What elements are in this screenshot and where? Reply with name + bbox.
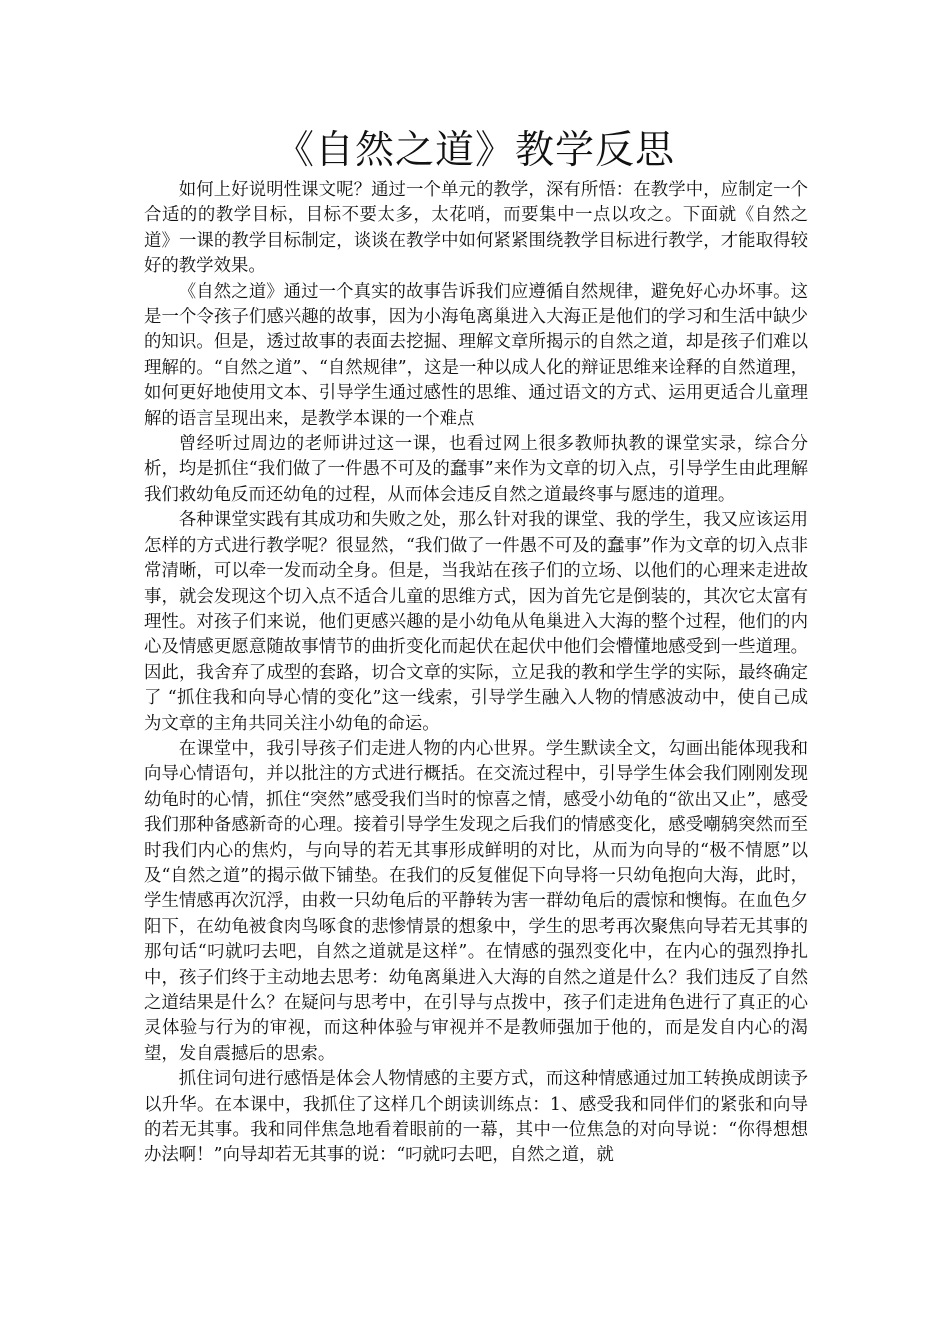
paragraph-intro: 如何上好说明性课文呢？通过一个单元的教学，深有所悟：在教学中，应制定一个合适的的教学目标，目标不要太多，太花哨，而要集中一点以攻之。下面就《自然之道》一课的教学目标制定，谈谈在教学中如何紧紧围绕教学目标进行教学，才能取得较好的教学效果。 bbox=[144, 180, 808, 277]
paragraph-observation: 曾经听过周边的老师讲过这一课，也看过网上很多教师执教的课堂实录，综合分析，均是抓住“我们做了一件愚不可及的蠢事”来作为文章的切入点，引导学生由此理解我们救幼龟反而还幼龟的过程，从而体会违反自然之道最终事与愿违的道理。 bbox=[144, 434, 808, 505]
document-title: 《自然之道》教学反思 bbox=[274, 128, 675, 173]
paragraph-approach: 各种课堂实践有其成功和失败之处，那么针对我的课堂、我的学生，我又应该运用怎样的方式进行教学呢？很显然，“我们做了一件愚不可及的蠢事”作为文章的切入点非常清晰，可以牵一发而动全身。但是，当我站在孩子们的立场、以他们的心理来走进故事，就会发现这个切入点不适合儿童的思维方式，因为首先它是倒装的，其次它太富有理性。对孩子们来说，他们更感兴趣的是小幼龟从龟巢进入大海的整个过程，他们的内心及情感更愿意随故事情节的曲折变化而起伏在起伏中他们会懵懂地感受到一些道理。因此，我舍弃了成型的套路，切合文章的实际，立足我的教和学生学的实际，最终确定了 “抓住我和向导心情的变化”这一线索，引导学生融入人物的情感波动中，使自己成为文章的主角共同关注小幼龟的命运。 bbox=[144, 510, 808, 734]
paragraph-story-summary: 《自然之道》通过一个真实的故事告诉我们应遵循自然规律，避免好心办坏事。这是一个令孩子们感兴趣的故事，因为小海龟离巢进入大海正是他们的学习和生活中缺少的知识。但是，透过故事的表面去挖掘、理解文章所揭示的自然之道，却是孩子们难以理解的。“自然之道”、“自然规律”，这是一种以成人化的辩证思维来诠释的自然道理，如何更好地使用文本、引导学生通过感性的思维、通过语文的方式、运用更适合儿童理解的语言呈现出来，是教学本课的一个难点 bbox=[144, 281, 808, 429]
paragraph-classroom: 在课堂中，我引导孩子们走进人物的内心世界。学生默读全文，勾画出能体现我和向导心情语句，并以批注的方式进行概括。在交流过程中，引导学生体会我们刚刚发现幼龟时的心情，抓住“突然”感受我们当时的惊喜之情，感受小幼龟的“欲出又止”，感受我们那种备感新奇的心理。接着引导学生发现之后我们的情感变化，感受嘲鸫突然而至时我们内心的焦灼，与向导的若无其事形成鲜明的对比，从而为向导的“极不情愿”以及“自然之道”的揭示做下铺垫。在我们的反复催促下向导将一只幼龟抱向大海，此时，学生情感再次沉浮，由救一只幼龟后的平静转为害一群幼龟后的震惊和懊悔。在血色夕阳下，在幼龟被食肉鸟啄食的悲惨情景的想象中，学生的思考再次聚焦向导若无其事的那句话“叼就叼去吧，自然之道就是这样”。在情感的强烈变化中，在内心的强烈挣扎中，孩子们终于主动地去思考：幼龟离巢进入大海的自然之道是什么？我们违反了自然之道结果是什么？在疑问与思考中，在引导与点拨中，孩子们走进角色进行了真正的心灵体验与行为的审视，而这种体验与审视并不是教师强加于他的，而是发自内心的渴望，发自震撼后的思索。 bbox=[144, 738, 808, 1064]
document-body bbox=[144, 178, 808, 1169]
paragraph-reading-training: 抓住词句进行感悟是体会人物情感的主要方式，而这种情感通过加工转换成朗读予以升华。在本课中，我抓住了这样几个朗读训练点：1、感受我和同伴们的紧张和向导的若无其事。我和同伴焦急地看着眼前的一幕，其中一位焦急的对向导说：“你得想想办法啊！”向导却若无其事的说：“叼就叼去吧，自然之道，就 bbox=[144, 1069, 808, 1166]
